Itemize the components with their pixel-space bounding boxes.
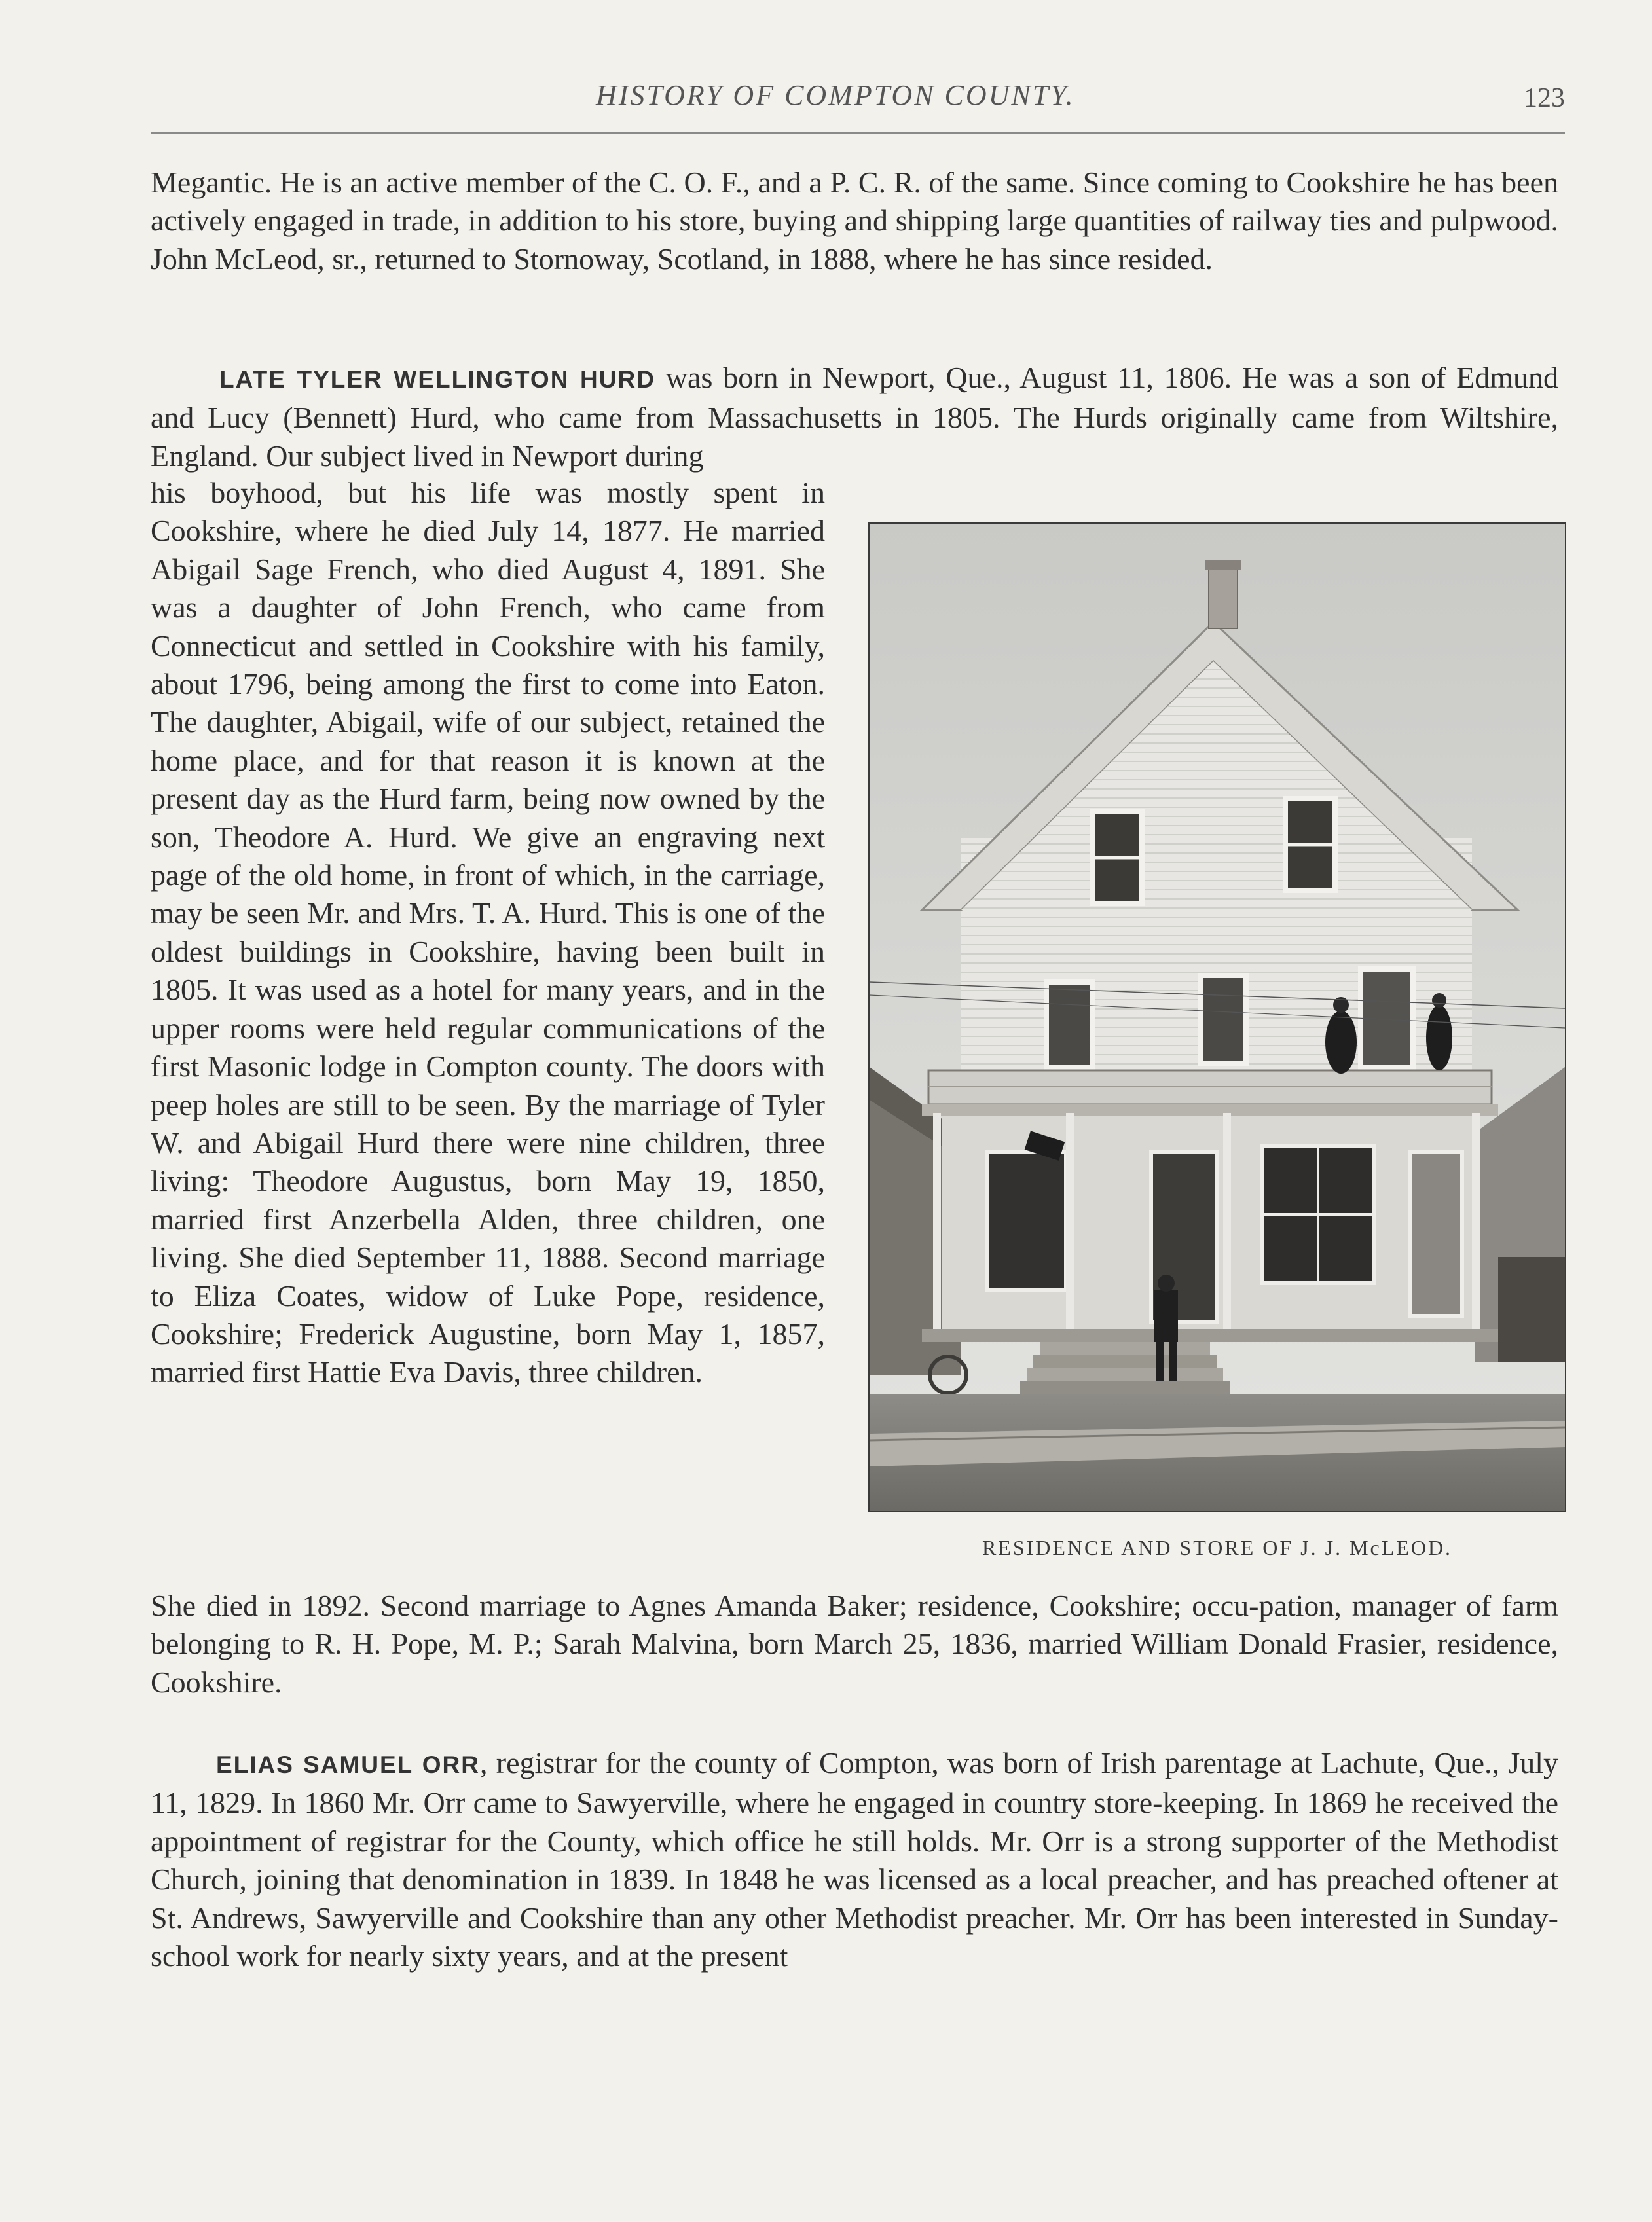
running-title: HISTORY OF COMPTON COUNTY. bbox=[596, 79, 1075, 111]
street bbox=[870, 1394, 1565, 1511]
house-photo-illustration bbox=[870, 524, 1565, 1511]
orr-text: , registrar for the county of Compton, was born of Irish parentage at Lachute, Que., July 11, 1829. In 1860 Mr. Orr came to Sawyerville, where he engaged in country store-keeping. In 1869 he received the appointment of registrar for the County, which office he still holds. Mr. Orr is a strong supporter of the Methodist Church, joining that denomination in 1839. In 1848 he was licensed as a local preacher, and has preached oftener at St. Andrews, Sawyerville and Cookshire than any other Methodist preacher. Mr. Orr has been interested in Sunday-school work for nearly sixty years, and at the present bbox=[151, 1746, 1558, 1973]
orr-name-heading: ELIAS SAMUEL ORR bbox=[216, 1751, 480, 1778]
paragraph-hurd-column: his boyhood, but his life was mostly spent in Cookshire, where he died July 14, 1877. He married Abigail Sage French, who died August 4, 1891. She was a daughter of John French, who came from Connecticut and settled in Cookshire with his family, about 1796, being among the first to come into Eaton. The daughter, Abigail, wife of our subject, retained the home place, and for that reason it is known at the present day as the Hurd farm, being now owned by the son, Theodore A. Hurd. We give an engraving next page of the old home, in front of which, in the carriage, may be seen Mr. and Mrs. T. A. Hurd. This is one of the oldest buildings in Cookshire, having been built in 1805. It was used as a hotel for many years, and in the upper rooms were held regular communications of the first Masonic lodge in Compton county. The doors with peep holes are still to be seen. By the marriage of Tyler W. and Abigail Hurd there were nine children, three living: Theodore Augustus, born May 19, 1850, married first Anzerbella Alden, three children, one living. She died September 11, 1888. Second marriage to Eliza Coates, widow of Luke Pope, residence, Cookshire; Frederick Augustine, born May 1, 1857, married first Hattie Eva Davis, three children. bbox=[151, 476, 825, 1389]
hurd-name-heading: LATE TYLER WELLINGTON HURD bbox=[219, 366, 655, 393]
figure-caption: RESIDENCE AND STORE OF J. J. McLEOD. bbox=[982, 1536, 1453, 1559]
paragraph-orr bbox=[151, 1744, 1558, 1975]
page-number: 123 bbox=[1524, 83, 1565, 113]
running-head bbox=[151, 79, 1565, 137]
residence-figure bbox=[868, 522, 1566, 1559]
header-rule bbox=[151, 132, 1565, 134]
paragraph-hurd-end: She died in 1892. Second marriage to Agnes Amanda Baker; residence, Cookshire; occu-pation, manager of farm belonging to R. H. Pope, M. P.; Sarah Malvina, born March 25, 1836, married William Donald Frasier, residence, Cookshire. bbox=[151, 1589, 1558, 1699]
paragraph-mcleod-continued: Megantic. He is an active member of the C. O. F., and a P. C. R. of the same. Since coming to Cookshire he has been actively engaged in trade, in addition to his store, buying and shipping large quantities of railway ties and pulpwood. John McLeod, sr., returned to Stornoway, Scotland, in 1888, where he has since resided. bbox=[151, 166, 1558, 276]
hurd-intro-text: was born in Newport, Que., August 11, 1806. He was a son of Edmund and Lucy (Bennett) Hurd, who came from Massachusetts in 1805. The Hurds originally came from Wiltshire, England. Our subject lived in Newport during bbox=[151, 361, 1559, 473]
storefront bbox=[933, 1113, 1480, 1336]
paragraph-hurd-intro bbox=[151, 359, 1558, 475]
residence-photo bbox=[868, 522, 1566, 1512]
